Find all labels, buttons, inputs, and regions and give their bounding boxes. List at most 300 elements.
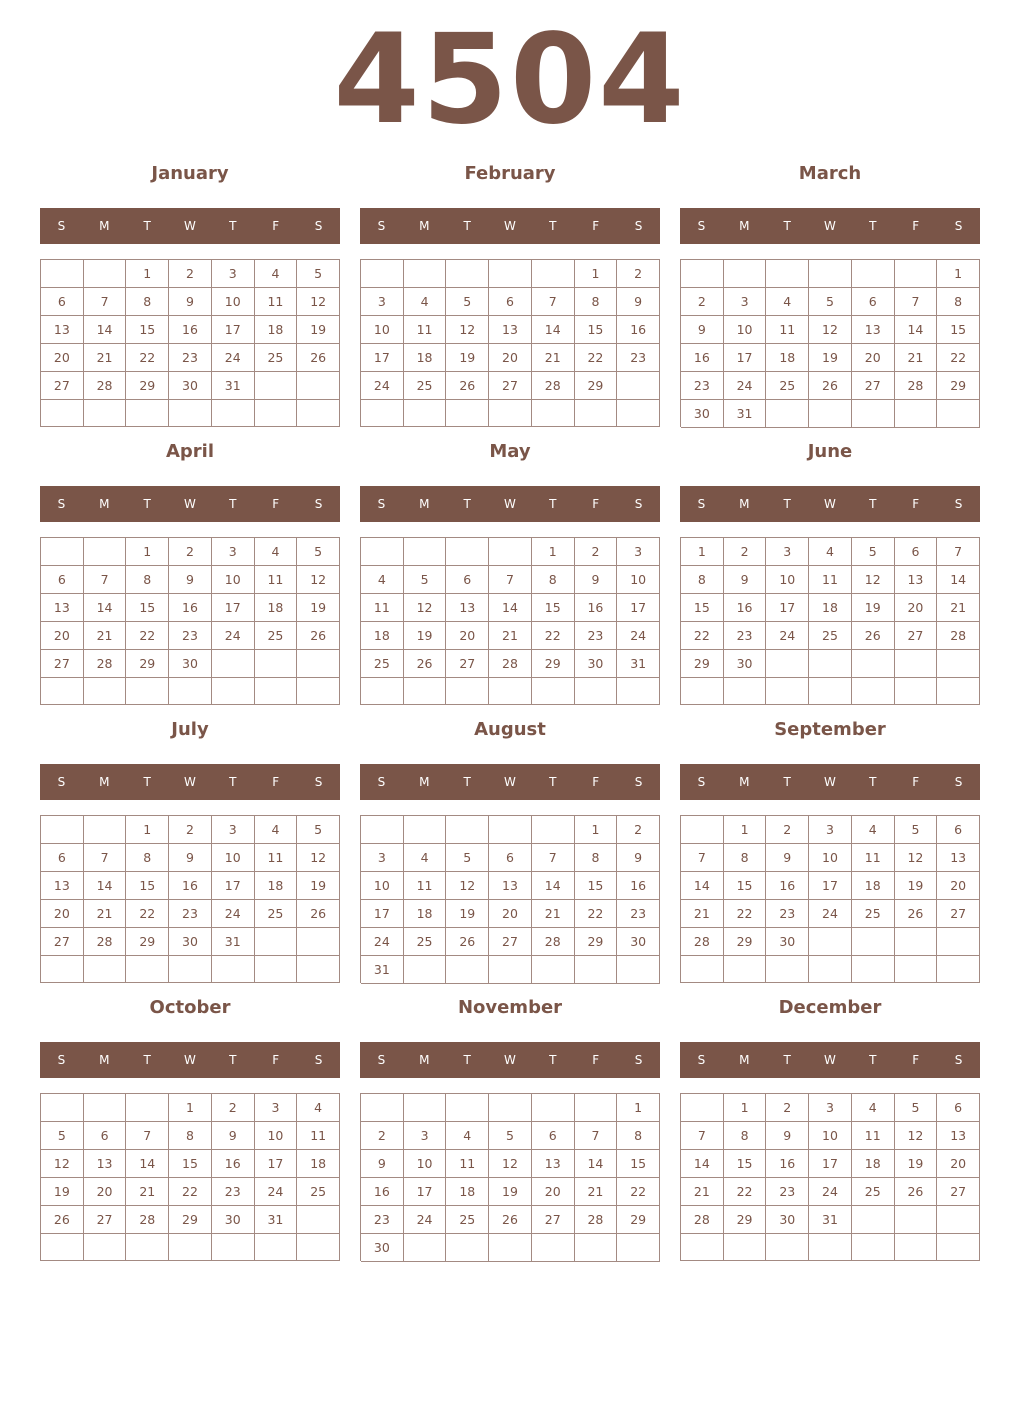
empty-day-cell [126,678,169,705]
weekday-label: M [739,775,750,789]
day-cell: 31 [617,650,660,678]
day-cell: 3 [724,288,767,316]
day-cell: 26 [297,344,340,372]
day-cell: 8 [169,1122,212,1150]
weekday-label: T [549,219,557,233]
empty-day-cell [617,956,660,984]
empty-day-cell [41,400,84,427]
empty-day-cell [404,678,447,705]
day-cell: 29 [724,1206,767,1234]
weekday-label: T [783,219,791,233]
weekday-label: T [143,1053,151,1067]
day-cell: 17 [212,594,255,622]
weekday-label: T [869,219,877,233]
day-cell: 21 [84,344,127,372]
weekday-label: S [314,1053,323,1067]
day-cell: 24 [212,344,255,372]
weekday-label: W [184,1053,196,1067]
day-cell: 16 [766,1150,809,1178]
empty-day-cell [937,650,980,678]
day-cell: 15 [575,872,618,900]
day-grid [360,537,660,705]
day-cell: 10 [361,872,404,900]
empty-day-cell [41,816,84,844]
day-cell: 30 [575,650,618,678]
day-cell: 2 [575,538,618,566]
empty-day-cell [489,538,532,566]
empty-day-cell [852,1206,895,1234]
empty-day-cell [361,400,404,427]
day-cell: 18 [404,344,447,372]
month-name: August [474,719,546,740]
day-cell: 29 [681,650,724,678]
weekday-label: W [504,219,516,233]
empty-day-cell [41,260,84,288]
day-cell: 15 [532,594,575,622]
day-cell: 20 [532,1178,575,1206]
empty-day-cell [532,1234,575,1262]
day-cell: 8 [126,566,169,594]
day-cell: 18 [404,900,447,928]
day-cell: 2 [169,538,212,566]
weekday-label: S [954,219,963,233]
day-cell: 24 [809,1178,852,1206]
weekday-label: M [419,1053,430,1067]
day-cell: 22 [126,344,169,372]
day-cell: 1 [724,1094,767,1122]
day-cell: 25 [404,928,447,956]
day-cell: 5 [895,1094,938,1122]
day-cell: 4 [255,816,298,844]
weekday-label: F [912,219,920,233]
day-cell: 24 [617,622,660,650]
day-cell: 10 [809,844,852,872]
day-cell: 1 [169,1094,212,1122]
day-cell: 25 [852,900,895,928]
weekday-label: T [783,497,791,511]
day-cell: 22 [681,622,724,650]
month-name: November [457,997,563,1018]
day-cell: 11 [255,844,298,872]
weekday-label: T [229,497,237,511]
day-cell: 11 [809,566,852,594]
empty-day-cell [489,816,532,844]
day-cell: 18 [255,316,298,344]
day-cell: 30 [724,650,767,678]
empty-day-cell [809,956,852,983]
day-cell: 25 [255,622,298,650]
weekday-label: T [463,775,471,789]
weekday-header [680,208,980,244]
day-cell: 6 [489,844,532,872]
day-cell: 7 [532,844,575,872]
day-cell: 9 [212,1122,255,1150]
day-cell: 25 [446,1206,489,1234]
weekday-header [40,1042,340,1078]
day-cell: 14 [126,1150,169,1178]
day-cell: 5 [809,288,852,316]
day-cell: 4 [766,288,809,316]
empty-day-cell [489,1234,532,1262]
day-cell: 22 [126,900,169,928]
day-cell: 24 [255,1178,298,1206]
empty-day-cell [766,1234,809,1261]
weekday-label: T [229,775,237,789]
weekday-label: S [57,219,66,233]
day-cell: 24 [724,372,767,400]
day-cell: 2 [212,1094,255,1122]
day-cell: 23 [212,1178,255,1206]
weekday-label: M [99,1053,110,1067]
day-cell: 28 [937,622,980,650]
empty-day-cell [766,650,809,678]
weekday-label: S [377,1053,386,1067]
day-cell: 24 [212,622,255,650]
day-cell: 28 [84,928,127,956]
weekday-label: M [99,775,110,789]
day-cell: 14 [532,316,575,344]
month-name: March [798,163,862,184]
day-cell: 11 [404,316,447,344]
day-cell: 12 [895,1122,938,1150]
day-cell: 3 [361,844,404,872]
day-cell: 3 [404,1122,447,1150]
day-cell: 3 [212,538,255,566]
weekday-header [680,486,980,522]
empty-day-cell [446,1234,489,1262]
day-cell: 17 [361,344,404,372]
day-cell: 1 [532,538,575,566]
day-cell: 2 [681,288,724,316]
day-cell: 6 [41,844,84,872]
empty-day-cell [895,928,938,956]
weekday-header [680,1042,980,1078]
empty-day-cell [852,956,895,983]
day-cell: 28 [84,372,127,400]
day-cell: 25 [361,650,404,678]
weekday-label: S [377,775,386,789]
day-cell: 31 [361,956,404,984]
empty-day-cell [766,400,809,428]
day-cell: 14 [84,316,127,344]
weekday-label: W [504,1053,516,1067]
empty-day-cell [895,1234,938,1261]
empty-day-cell [575,1234,618,1262]
day-cell: 12 [297,566,340,594]
month-name: January [151,163,229,184]
weekday-label: T [143,775,151,789]
day-cell: 13 [446,594,489,622]
empty-day-cell [255,678,298,705]
day-cell: 14 [895,316,938,344]
empty-day-cell [532,816,575,844]
day-cell: 17 [212,316,255,344]
day-cell: 31 [212,372,255,400]
day-cell: 29 [617,1206,660,1234]
day-cell: 8 [575,844,618,872]
empty-day-cell [681,956,724,983]
weekday-label: S [634,219,643,233]
day-cell: 10 [212,288,255,316]
day-cell: 25 [404,372,447,400]
day-cell: 8 [575,288,618,316]
day-cell: 9 [169,844,212,872]
empty-day-cell [84,538,127,566]
day-cell: 13 [532,1150,575,1178]
day-cell: 30 [361,1234,404,1262]
weekday-label: W [824,219,836,233]
day-cell: 9 [766,844,809,872]
day-cell: 27 [895,622,938,650]
day-grid [40,1093,340,1261]
empty-day-cell [895,1206,938,1234]
day-cell: 3 [212,260,255,288]
day-cell: 10 [212,844,255,872]
empty-day-cell [937,678,980,705]
day-cell: 10 [404,1150,447,1178]
weekday-label: S [314,497,323,511]
day-cell: 25 [255,900,298,928]
empty-day-cell [41,678,84,705]
day-cell: 8 [937,288,980,316]
day-cell: 19 [41,1178,84,1206]
day-cell: 20 [446,622,489,650]
empty-day-cell [361,260,404,288]
empty-day-cell [766,956,809,983]
day-cell: 19 [446,344,489,372]
day-cell: 3 [255,1094,298,1122]
day-cell: 11 [446,1150,489,1178]
weekday-label: W [504,497,516,511]
day-cell: 18 [255,872,298,900]
empty-day-cell [617,678,660,705]
empty-day-cell [489,400,532,427]
day-cell: 18 [766,344,809,372]
day-cell: 25 [255,344,298,372]
day-cell: 13 [489,316,532,344]
empty-day-cell [84,956,127,983]
empty-day-cell [404,400,447,427]
weekday-label: T [463,497,471,511]
day-cell: 28 [126,1206,169,1234]
empty-day-cell [489,260,532,288]
day-cell: 4 [297,1094,340,1122]
weekday-label: F [912,775,920,789]
day-cell: 3 [212,816,255,844]
empty-day-cell [84,816,127,844]
day-grid [40,259,340,427]
empty-day-cell [575,1094,618,1122]
empty-day-cell [297,678,340,705]
weekday-header [360,764,660,800]
day-cell: 28 [575,1206,618,1234]
day-cell: 19 [852,594,895,622]
empty-day-cell [446,260,489,288]
weekday-label: F [592,1053,600,1067]
day-cell: 4 [809,538,852,566]
day-cell: 15 [724,1150,767,1178]
empty-day-cell [852,678,895,705]
day-cell: 26 [895,1178,938,1206]
day-cell: 18 [852,1150,895,1178]
day-cell: 15 [126,872,169,900]
day-grid [680,1093,980,1261]
empty-day-cell [575,400,618,427]
day-cell: 22 [532,622,575,650]
empty-day-cell [361,1094,404,1122]
day-cell: 28 [84,650,127,678]
day-cell: 22 [169,1178,212,1206]
weekday-label: F [272,775,280,789]
day-cell: 8 [724,1122,767,1150]
day-cell: 7 [84,288,127,316]
day-cell: 12 [446,872,489,900]
day-cell: 13 [852,316,895,344]
day-cell: 17 [404,1178,447,1206]
empty-day-cell [532,678,575,705]
day-cell: 12 [404,594,447,622]
day-cell: 5 [895,816,938,844]
day-cell: 25 [766,372,809,400]
day-cell: 21 [895,344,938,372]
day-cell: 27 [41,650,84,678]
empty-day-cell [84,400,127,427]
empty-day-cell [297,400,340,427]
month-name: December [778,997,882,1018]
day-cell: 17 [724,344,767,372]
day-cell: 6 [446,566,489,594]
day-cell: 26 [809,372,852,400]
empty-day-cell [532,1094,575,1122]
day-cell: 3 [809,816,852,844]
weekday-label: S [697,775,706,789]
day-cell: 24 [361,372,404,400]
day-cell: 2 [169,260,212,288]
day-cell: 10 [361,316,404,344]
weekday-label: T [463,1053,471,1067]
day-cell: 16 [617,316,660,344]
empty-day-cell [212,956,255,983]
empty-day-cell [404,260,447,288]
empty-day-cell [895,650,938,678]
day-cell: 28 [489,650,532,678]
day-cell: 10 [617,566,660,594]
day-cell: 24 [809,900,852,928]
day-cell: 8 [681,566,724,594]
day-cell: 12 [895,844,938,872]
day-cell: 27 [532,1206,575,1234]
day-cell: 8 [126,288,169,316]
day-grid [40,537,340,705]
empty-day-cell [852,260,895,288]
weekday-label: F [272,1053,280,1067]
day-cell: 4 [404,844,447,872]
day-cell: 20 [489,900,532,928]
day-cell: 9 [617,844,660,872]
day-cell: 31 [724,400,767,428]
day-cell: 5 [404,566,447,594]
day-cell: 5 [297,260,340,288]
day-cell: 23 [169,344,212,372]
day-cell: 9 [681,316,724,344]
day-cell: 9 [766,1122,809,1150]
day-cell: 29 [532,650,575,678]
empty-day-cell [724,678,767,705]
day-cell: 17 [617,594,660,622]
day-cell: 2 [169,816,212,844]
empty-day-cell [446,956,489,984]
day-cell: 7 [84,844,127,872]
day-cell: 22 [575,344,618,372]
day-cell: 16 [724,594,767,622]
empty-day-cell [446,538,489,566]
weekday-label: M [419,775,430,789]
day-cell: 5 [852,538,895,566]
month-name: May [489,441,531,462]
day-cell: 11 [852,1122,895,1150]
empty-day-cell [404,816,447,844]
day-cell: 20 [41,622,84,650]
day-cell: 15 [126,594,169,622]
day-cell: 13 [937,844,980,872]
day-cell: 29 [575,372,618,400]
day-cell: 21 [937,594,980,622]
day-cell: 21 [84,900,127,928]
month-name: February [464,163,556,184]
day-cell: 11 [361,594,404,622]
empty-day-cell [852,650,895,678]
day-cell: 17 [809,1150,852,1178]
day-cell: 8 [617,1122,660,1150]
day-cell: 10 [724,316,767,344]
weekday-label: S [377,497,386,511]
day-grid [680,259,980,427]
day-cell: 1 [617,1094,660,1122]
weekday-label: T [549,1053,557,1067]
day-cell: 29 [724,928,767,956]
day-cell: 6 [84,1122,127,1150]
day-cell: 28 [681,928,724,956]
day-grid [360,259,660,427]
day-cell: 22 [724,1178,767,1206]
weekday-label: F [912,1053,920,1067]
day-cell: 14 [84,594,127,622]
day-cell: 1 [575,816,618,844]
empty-day-cell [446,1094,489,1122]
weekday-label: W [504,775,516,789]
weekday-label: T [463,219,471,233]
day-cell: 31 [255,1206,298,1234]
day-cell: 31 [212,928,255,956]
empty-day-cell [937,1206,980,1234]
day-cell: 21 [575,1178,618,1206]
day-cell: 26 [404,650,447,678]
day-cell: 16 [361,1178,404,1206]
day-cell: 23 [169,622,212,650]
empty-day-cell [446,816,489,844]
weekday-label: S [697,1053,706,1067]
day-cell: 29 [937,372,980,400]
weekday-label: S [57,497,66,511]
empty-day-cell [84,678,127,705]
day-cell: 23 [361,1206,404,1234]
month-name: April [165,441,215,462]
weekday-label: F [912,497,920,511]
weekday-label: W [184,219,196,233]
day-cell: 23 [617,344,660,372]
weekday-label: S [954,1053,963,1067]
day-cell: 19 [297,872,340,900]
